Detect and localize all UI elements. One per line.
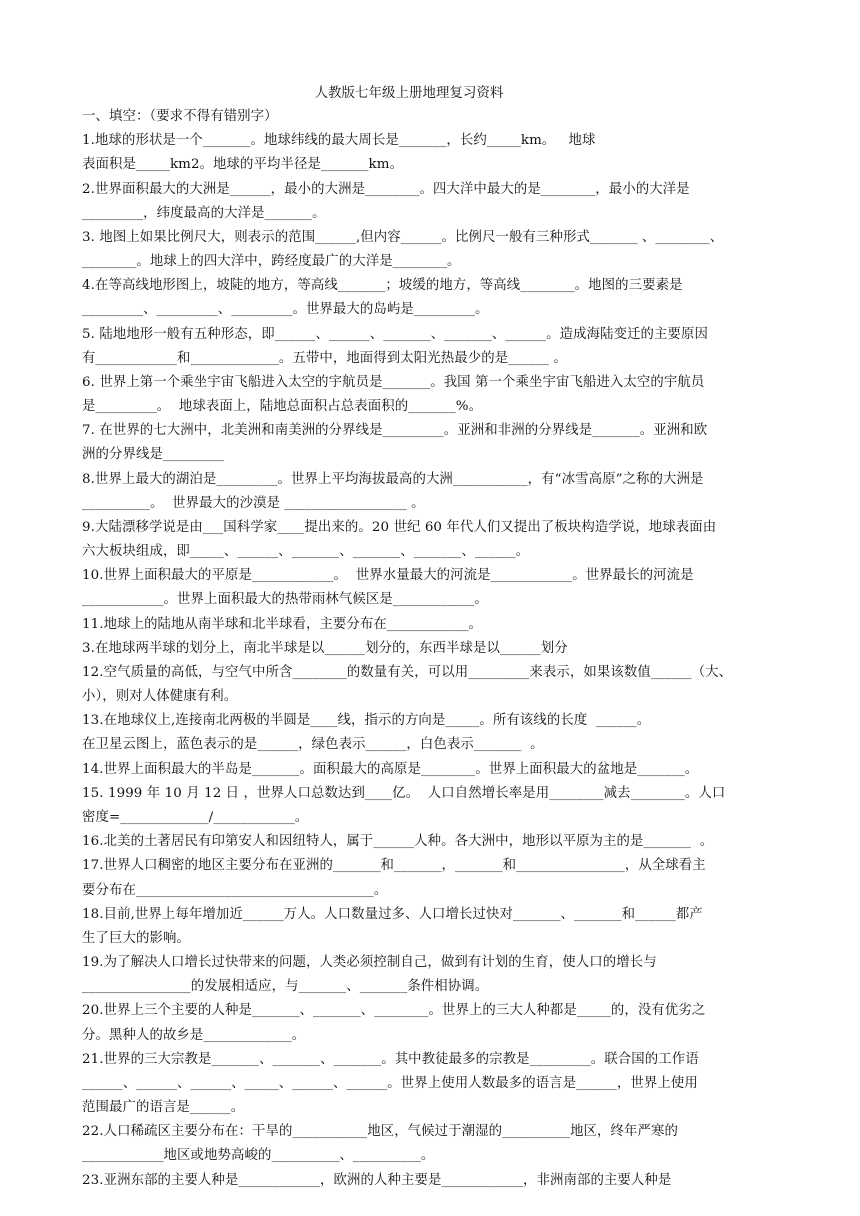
text-line: 10.世界上面积最大的平原是____________。 世界水量最大的河流是____________。世界最长的河流是 [82, 568, 694, 584]
text-line: 20.世界上三个主要的人种是_______、_______、________。世界上的三大人种都是_____的，没有优劣之 [82, 1003, 706, 1019]
text-line: 17.世界人口稠密的地区主要分布在亚洲的_______和_______，_______和________________，从全球看主 [82, 858, 706, 874]
text-line: 22.人口稀疏区主要分布在：干旱的___________地区，气候过于潮湿的__________地区，终年严寒的 [82, 1124, 678, 1140]
text-line: 有____________和_____________。五带中，地面得到太阳光热最少的是______ 。 [82, 350, 567, 366]
text-line: 洲的分界线是_________ [82, 447, 225, 463]
text-line: 1.地球的形状是一个_______。地球纬线的最大周长是_______，长约_____km。 地球 [82, 133, 596, 149]
text-line: ______、______、______、_____、______、______。世界上使用人数最多的语言是______，世界上使用 [82, 1075, 698, 1091]
text-line: 23.亚洲东部的主要人种是____________，欧洲的人种主要是____________，非洲南部的主要人种是 [82, 1172, 672, 1188]
text-line: 21.世界的三大宗教是_______、_______、_______。其中教徒最多的宗教是_________。联合国的工作语 [82, 1051, 699, 1067]
text-line: ________________的发展相适应，与_______、_______条件相协调。 [82, 979, 489, 995]
text-line: 6. 世界上第一个乘坐宇宙飞船进入太空的宇航员是_______。我国 第一个乘坐宇宙飞船进入太空的宇航员 [82, 374, 705, 390]
text-line: 要分布在___________________________________。 [82, 882, 388, 898]
text-line: 14.世界上面积最大的半岛是_______。面积最大的高原是________。世界上面积最大的盆地是_______。 [82, 761, 699, 777]
text-line: _________，纬度最高的大洋是_______。 [82, 205, 326, 221]
document-title: 人教版七年级上册地理复习资料 [314, 86, 504, 101]
text-line: 密度=_____________/____________。 [82, 809, 309, 825]
text-line: 7. 在世界的七大洲中，北美洲和南美洲的分界线是_________。亚洲和非洲的分界线是_______。亚洲和欧 [82, 423, 708, 439]
text-line: 11.地球上的陆地从南半球和北半球看，主要分布在____________。 [82, 616, 482, 632]
document-body [82, 105, 782, 1193]
text-line: 3.在地球两半球的划分上，南北半球是以______划分的，东西半球是以______划分 [82, 640, 568, 656]
text-line: ____________。世界上面积最大的热带雨林气候区是____________。 [82, 592, 488, 608]
text-line: 12.空气质量的高低，与空气中所含________的数量有关，可以用_________来表示，如果该数值______（大、 [82, 664, 733, 680]
text-line: 一、填空：（要求不得有错别字） [82, 109, 278, 124]
text-line: ____________地区或地势高峻的__________、__________。 [82, 1148, 435, 1164]
text-line: 分。黑种人的故乡是_____________。 [82, 1027, 306, 1043]
text-line: 19.为了解决人口增长过快带来的问题，人类必须控制自己，做到有计划的生育，使人口的增长与 [82, 955, 657, 971]
text-line: __________。 世界最大的沙漠是 __________________ 。 [82, 495, 425, 511]
text-line: _________、_________、_________。世界最大的岛屿是_________。 [82, 302, 489, 318]
text-line: 小），则对人体健康有利。 [82, 689, 238, 705]
text-line: 六大板块组成，即_____、______、_______、_______、_______、______。 [82, 544, 530, 560]
text-line: ________。地球上的四大洋中，跨经度最广的大洋是________。 [82, 254, 461, 270]
text-line: 18.目前,世界上每年增加近______万人。人口数量过多、人口增长过快对_______、_______和______都产 [82, 906, 703, 922]
text-line: 5. 陆地地形一般有五种形态，即______、______、_______、_______、______。造成海陆变迁的主要原因 [82, 326, 709, 342]
text-line: 13.在地球仪上,连接南北两极的半圆是____线，指示的方向是_____。所有该线的长度 ______。 [82, 713, 651, 729]
text-line: 15. 1999 年 10 月 12 日 ，世界人口总数达到____亿。 人口自然增长率是用________减去________。人口 [82, 785, 726, 801]
text-line: 16.北美的土著居民有印第安人和因纽特人，属于______人种。各大洲中，地形以平原为主的是_______ 。 [82, 834, 714, 850]
text-line: 生了巨大的影响。 [82, 930, 190, 946]
text-line: 在卫星云图上，蓝色表示的是______，绿色表示______，白色表示_______ 。 [82, 737, 544, 753]
text-line: 8.世界上最大的湖泊是_________。世界上平均海拔最高的大洲___________，有“冰雪高原”之称的大洲是 [82, 471, 704, 487]
text-line: 范围最广的语言是______。 [82, 1100, 245, 1116]
text-line: 2.世界面积最大的大洲是______，最小的大洲是________。四大洋中最大的是________，最小的大洋是 [82, 181, 690, 197]
text-line: 是_________。 地球表面上，陆地总面积占总表面积的_______%。 [82, 399, 483, 415]
text-line: 3. 地图上如果比例尺大，则表示的范围______,但内容______。比例尺一般有三种形式_______ 、________、 [82, 229, 724, 245]
document-page [82, 83, 782, 1193]
text-line: 表面积是_____km2。地球的平均半径是_______km。 [82, 157, 404, 173]
text-line: 9.大陆漂移学说是由___国科学家____提出来的。20 世纪 60 年代人们又提出了板块构造学说，地球表面由 [82, 519, 717, 535]
text-line: 4.在等高线地形图上，坡陡的地方，等高线_______；坡缓的地方，等高线________。地图的三要素是 [82, 278, 683, 294]
